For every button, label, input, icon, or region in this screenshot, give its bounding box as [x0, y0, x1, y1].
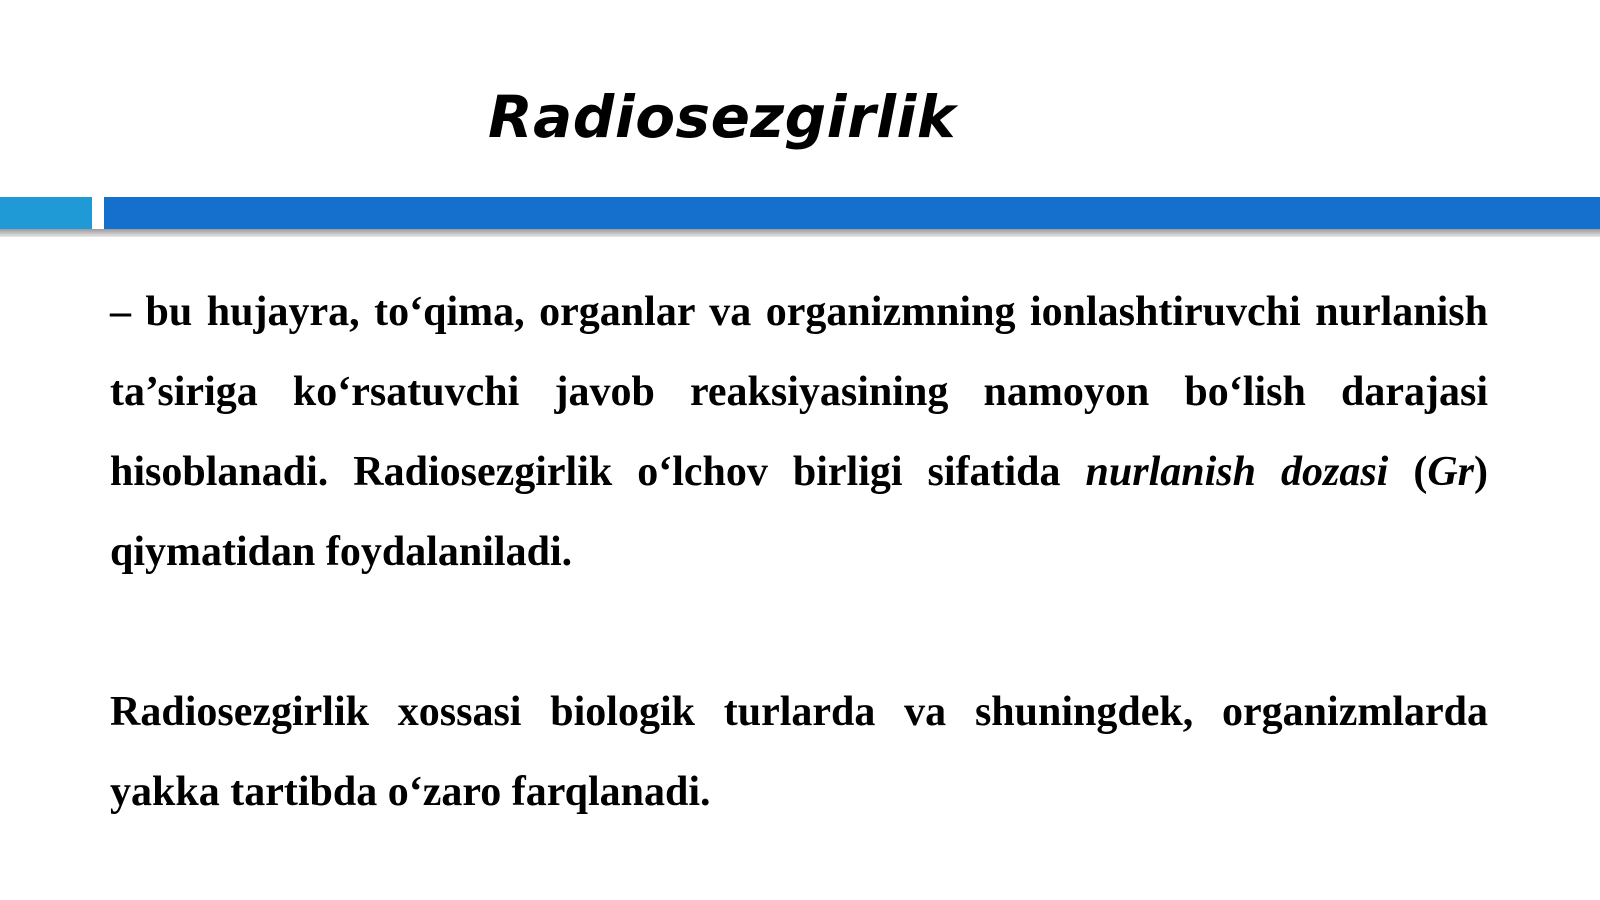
definition-italic-unit: Gr [1427, 449, 1474, 495]
definition-italic-dose: nurlanish dozasi [1085, 449, 1389, 495]
definition-paragraph [110, 272, 1488, 592]
definition-text-b: ( [1388, 449, 1428, 495]
slide-title: Radiosezgirlik [488, 83, 956, 151]
variation-paragraph: Radiosezgirlik xossasi biologik turlarda va shuningdek, organizmlarda yakka tartibda o‘zaro farqlanadi. [110, 689, 1488, 815]
header-band-gap [92, 197, 104, 229]
definition-text-c: ) qiymatidan foydalaniladi. [110, 449, 1488, 575]
header-band [104, 197, 1600, 229]
definition-text-a: – bu hujayra, to‘qima, organlar va organizmning ionlashtiruvchi nurlanish ta’siriga ko‘rsatuvchi javob reaksiyasining namoyon bo‘lish darajasi hisoblanadi. Radiosezgirlik o‘lchov birligi sifatida [110, 289, 1488, 495]
header-band-shadow [0, 229, 1600, 237]
header-band-accent [0, 197, 92, 229]
